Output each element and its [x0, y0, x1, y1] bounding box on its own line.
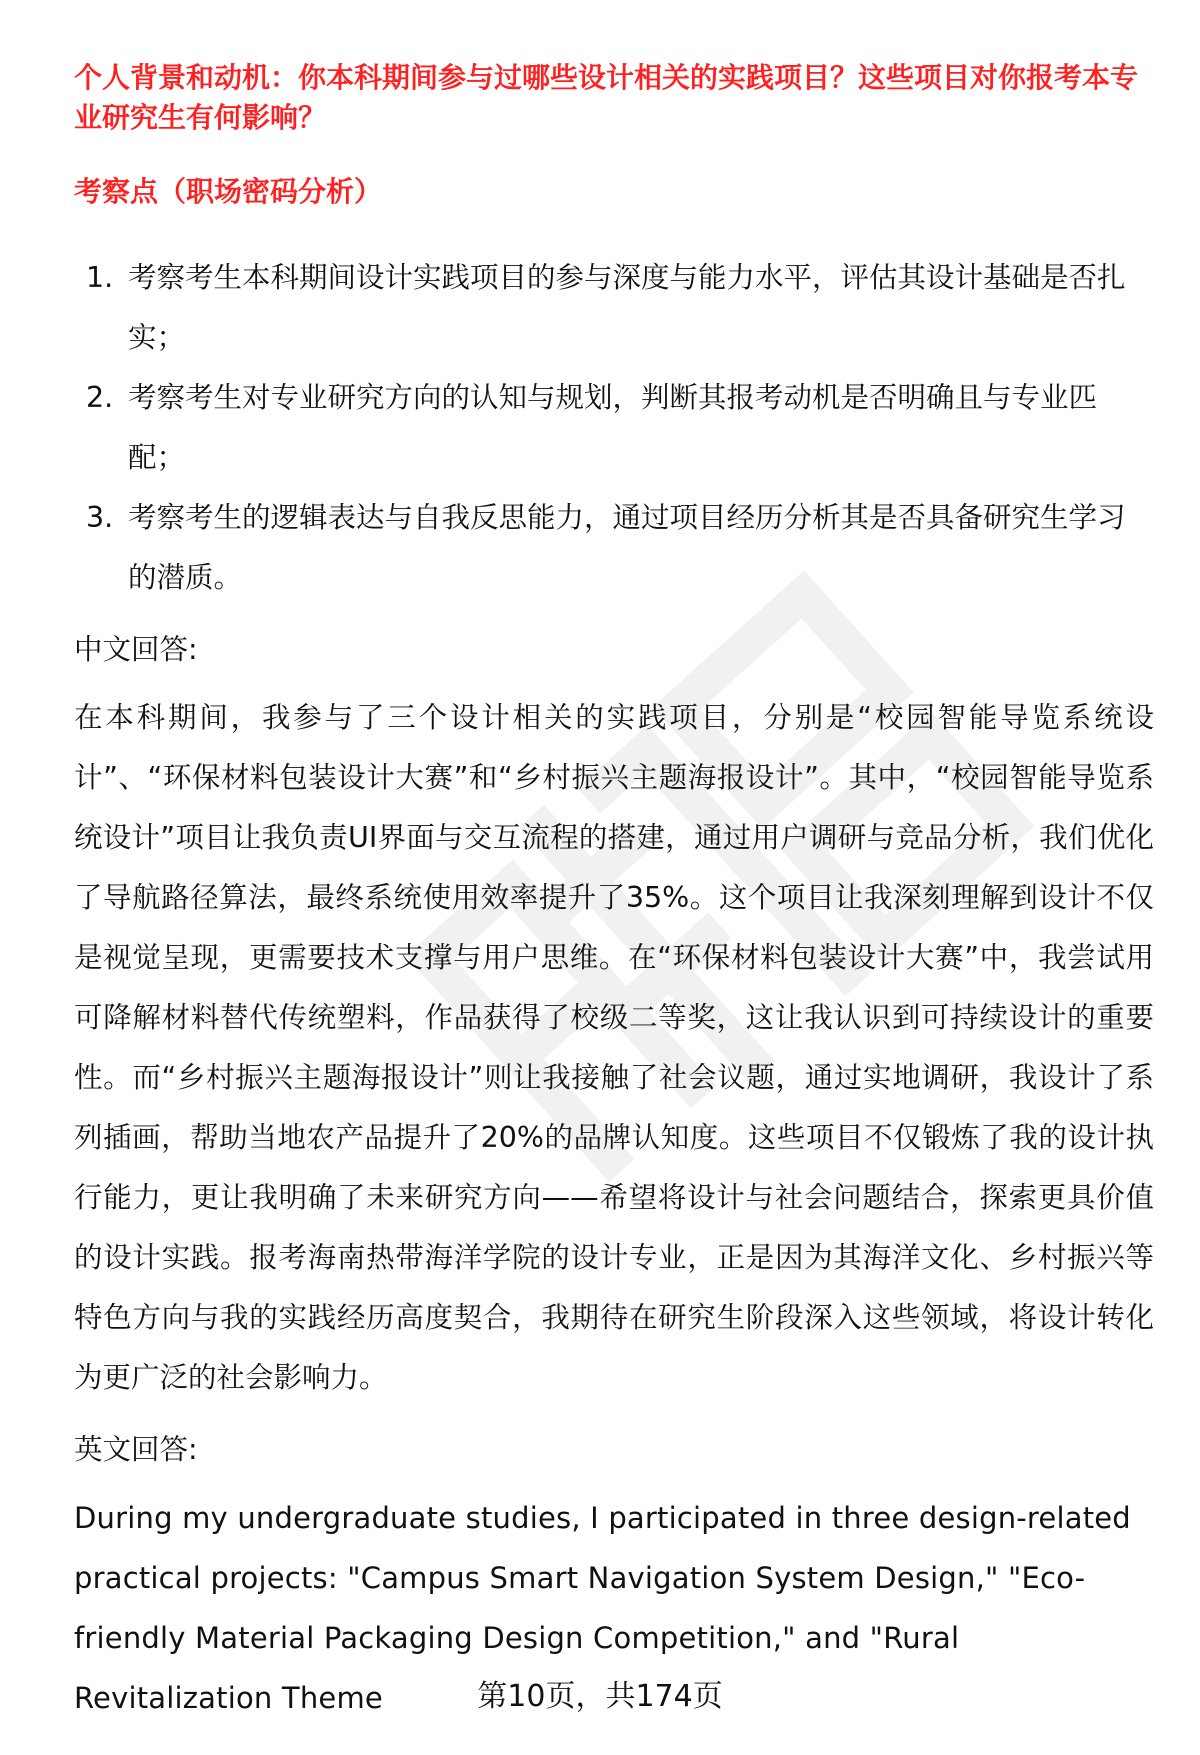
- question-heading: 个人背景和动机：你本科期间参与过哪些设计相关的实践项目？这些项目对你报考本专业研究生有何影响？: [74, 61, 1139, 134]
- exam-point-item: [74, 368, 1144, 488]
- exam-point-text: 考察考生本科期间设计实践项目的参与深度与能力水平，评估其设计基础是否扎实；: [128, 261, 1126, 354]
- chinese-answer-text: 在本科期间，我参与了三个设计相关的实践项目，分别是“校园智能导览系统设计”、“环保材料包装设计大赛”和“乡村振兴主题海报设计”。其中，“校园智能导览系统设计”项目让我负责UI界面与交互流程的搭建，通过用户调研与竞品分析，我们优化了导航路径算法，最终系统使用效率提升了35%。这个项目让我深刻理解到设计不仅是视觉呈现，更需要技术支撑与用户思维。在“环保材料包装设计大赛”中，我尝试用可降解材料替代传统塑料，作品获得了校级二等奖，这让我认识到可持续设计的重要性。而“乡村振兴主题海报设计”则让我接触了社会议题，通过实地调研，我设计了系列插画，帮助当地农产品提升了20%的品牌认知度。这些项目不仅锻炼了我的设计执行能力，更让我明确了未来研究方向——希望将设计与社会问题结合，探索更具价值的设计实践。报考海南热带海洋学院的设计专业，正是因为其海洋文化、乡村振兴等特色方向与我的实践经历高度契合，我期待在研究生阶段深入这些领域，将设计转化为更广泛的社会影响力。: [74, 701, 1154, 1394]
- page-footer: 第10页，共174页: [477, 1679, 723, 1714]
- exam-point-item: [74, 488, 1144, 608]
- exam-point-number: 3.: [86, 501, 114, 534]
- chinese-answer-label: 中文回答:: [74, 633, 198, 666]
- exam-point-text: 考察考生的逻辑表达与自我反思能力，通过项目经历分析其是否具备研究生学习的潜质。: [128, 501, 1126, 594]
- exam-point-item: [74, 248, 1144, 368]
- exam-point-text: 考察考生对专业研究方向的认知与规划，判断其报考动机是否明确且与专业匹配；: [128, 381, 1098, 474]
- exam-points-list: [74, 248, 1144, 608]
- exam-point-number: 2.: [86, 381, 114, 414]
- english-answer-label: 英文回答:: [74, 1433, 198, 1466]
- exam-point-number: 1.: [86, 261, 114, 294]
- english-answer-text: During my undergraduate studies, I participated in three design-related practical projects: "Campus Smart Navigation System Design," "Eco-friendly Material Packaging Design Competition," and "Rural Revitalization Theme: [74, 1501, 1131, 1715]
- exam-points-title: 考察点（职场密码分析）: [74, 175, 383, 208]
